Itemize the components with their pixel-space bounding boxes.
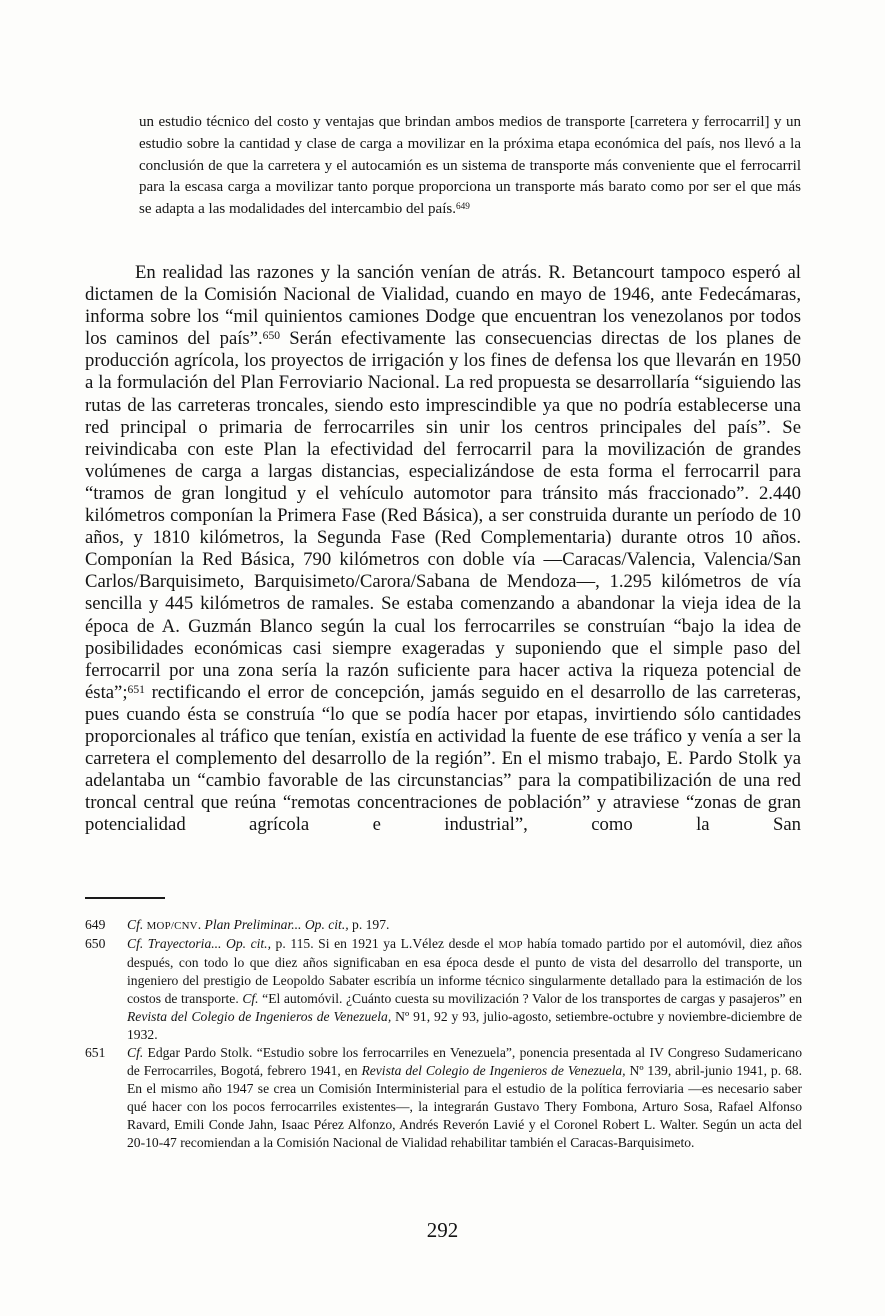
- footnote-number-649: 649: [85, 917, 106, 932]
- footnote-650-text-3: “El automóvil. ¿Cuánto cuesta su movilización ? Valor de los transportes de cargas y pasajeros” en: [258, 991, 802, 1006]
- body-text-1: En realidad las razones y la sanción venían de atrás. R. Betancourt tampoco esperó al dictamen de la Comisión Nacional de Vialidad, cuando en mayo de 1946, ante Fedecámaras, informa sobre los “mil quinientos camiones Dodge que encuentran los venezolanos por todos los caminos del país”.: [85, 262, 801, 350]
- quote-text: un estudio técnico del costo y ventajas que brindan ambos medios de transporte [carretera y ferrocarril] y un estudio sobre la cantidad y clase de carga a movilizar en la próxima etapa económica del país, nos llevó a la conclusión de que la carretera y el autocamión es un sistema de transporte más conveniente que el ferrocarril para la escasa carga a movilizar tanto porque proporciona un transporte más barato como por ser el que más se adapta a las modalidades del intercambio del país.: [139, 114, 801, 218]
- body-text-2: Serán efectivamente las consecuencias directas de los planes de producción agrícola, los proyectos de irrigación y los fines de defensa los que llevarán en 1950 a la formulación del Plan Ferroviario Nacional. La red propuesta se desarrollaría “siguiendo las rutas de las carreteras troncales, siendo esto imprescindible ya que no podría establecerse una red principal o primaria de ferrocarriles sin unir los centros principales del país”. Se reivindicaba con este Plan la efectividad del ferrocarril para la movilización de grandes volúmenes de carga a largas distancias, especializándose de esta forma el ferrocarril para “tramos de gran longitud y el vehículo automotor para tránsito más fraccionado”. 2.440 kilómetros componían la Primera Fase (Red Básica), a ser construida durante un período de 10 años, y 1810 kilómetros, la Segunda Fase (Red Complementaria) durante otros 10 años. Componían la Red Básica, 790 kilómetros con doble vía —Caracas/Valencia, Valencia/San Carlos/Barquisimeto, Barquisimeto/Carora/Sabana de Mendoza—, 1.295 kilómetros de vía sencilla y 445 kilómetros de ramales. Se estaba comenzando a abandonar la vieja idea de la época de A. Guzmán Blanco según la cual los ferrocarriles se construían “bajo la idea de posibilidades económicas casi siempre exageradas y suponiendo que el simple paso del ferrocarril por una zona sería la razón suficiente para hacer activa la riqueza potencial de ésta”;: [85, 328, 802, 703]
- footnote-649-cf: Cf.: [127, 917, 147, 932]
- footnote-ref-649: 649: [455, 202, 470, 213]
- footnote-ref-650: 650: [262, 329, 281, 343]
- footnote-number-650: 650: [85, 936, 106, 951]
- footnote-ref-651: 651: [127, 682, 145, 696]
- page-number: 292: [426, 1218, 459, 1242]
- body-text-3: rectificando el error de concepción, jamás seguido en el desarrollo de las carreteras, pues cuando ésta se construía “lo que se podía hacer por etapas, invirtiendo sólo cantidades proporcionales al tráfico que tenían, existía en actividad la fuente de ese tráfico y venía a ser la carretera el complemento del desarrollo de la región”. En el mismo trabajo, E. Pardo Stolk ya adelantaba un “cambio favorable de las circunstancias” para la compatibilización de una red troncal central que reúna “remotas concentraciones de población” y atraviese “zonas de gran potencialidad agrícola e industrial”, como la San: [85, 681, 801, 836]
- footnote-650-journal: Revista del Colegio de Ingenieros de Venezuela,: [127, 1009, 392, 1024]
- footnote-650-text-4: Nº 91, 92 y 93, julio-agosto, setiembre-octubre y noviembre-diciembre de 1932.: [127, 1009, 802, 1042]
- footnote-649: [85, 916, 802, 935]
- footnote-649-smallcaps: MOP/CNV: [146, 920, 198, 932]
- footnote-650-smallcaps: MOP: [498, 939, 523, 951]
- footnote-651-text-1: Edgar Pardo Stolk. “Estudio sobre los ferrocarriles en Venezuela”, ponencia presentada al IV Congreso Sudamericano de Ferrocarriles, Bogotá, febrero 1941, en: [127, 1045, 802, 1078]
- footnote-650-cf2: Cf.: [242, 991, 259, 1006]
- footnote-651: [85, 1044, 802, 1152]
- footnote-650-cf-title: Cf. Trayectoria... Op. cit.,: [127, 936, 271, 951]
- footnotes-section: [85, 916, 802, 1152]
- footnote-separator-rule: [85, 897, 165, 899]
- footnote-650-text-1: p. 115. Si en 1921 ya L.Vélez desde el: [270, 936, 499, 951]
- footnote-649-title: Plan Preliminar... Op. cit.,: [204, 917, 353, 932]
- footnote-651-text-2: Nº 139, abril-junio 1941, p. 68. En el mismo año 1947 se crea un Comisión Interministerial para el estudio de la política ferroviaria —es necesario saber qué hacer con los pocos ferrocarriles existentes—, la integrarán Gustavo Thery Fombona, Arturo Sosa, Rafael Alfonso Ravard, Emili Conde Jahn, Isaac Pérez Alfonzo, Andrés Reverón Lavié y el Coronel Robert L. Walter. Según un acta del 20-10-47 recomiendan a la Comisión Nacional de Vialidad rehabilitar también el Caracas-Barquisimeto.: [127, 1063, 803, 1150]
- footnote-649-rest: p. 197.: [352, 917, 390, 932]
- block-quote: [139, 112, 801, 221]
- footnote-651-journal: Revista del Colegio de Ingenieros de Venezuela,: [361, 1063, 626, 1078]
- footnote-number-651: 651: [85, 1045, 106, 1060]
- footnote-651-cf: Cf.: [127, 1045, 144, 1060]
- body-paragraph: [85, 262, 801, 836]
- footnote-650-text-2: había tomado partido por el automóvil, diez años después, con todo lo que diez años significaban en esa época desde el punto de vista del desarrollo del transporte, un ingeniero del prestigio de Leopoldo Sabater escribía un informe técnico singularmente detallado para la estimación de los costos de transporte.: [127, 936, 803, 1006]
- footnote-649-sep: .: [197, 917, 205, 932]
- footnote-650: [85, 935, 802, 1044]
